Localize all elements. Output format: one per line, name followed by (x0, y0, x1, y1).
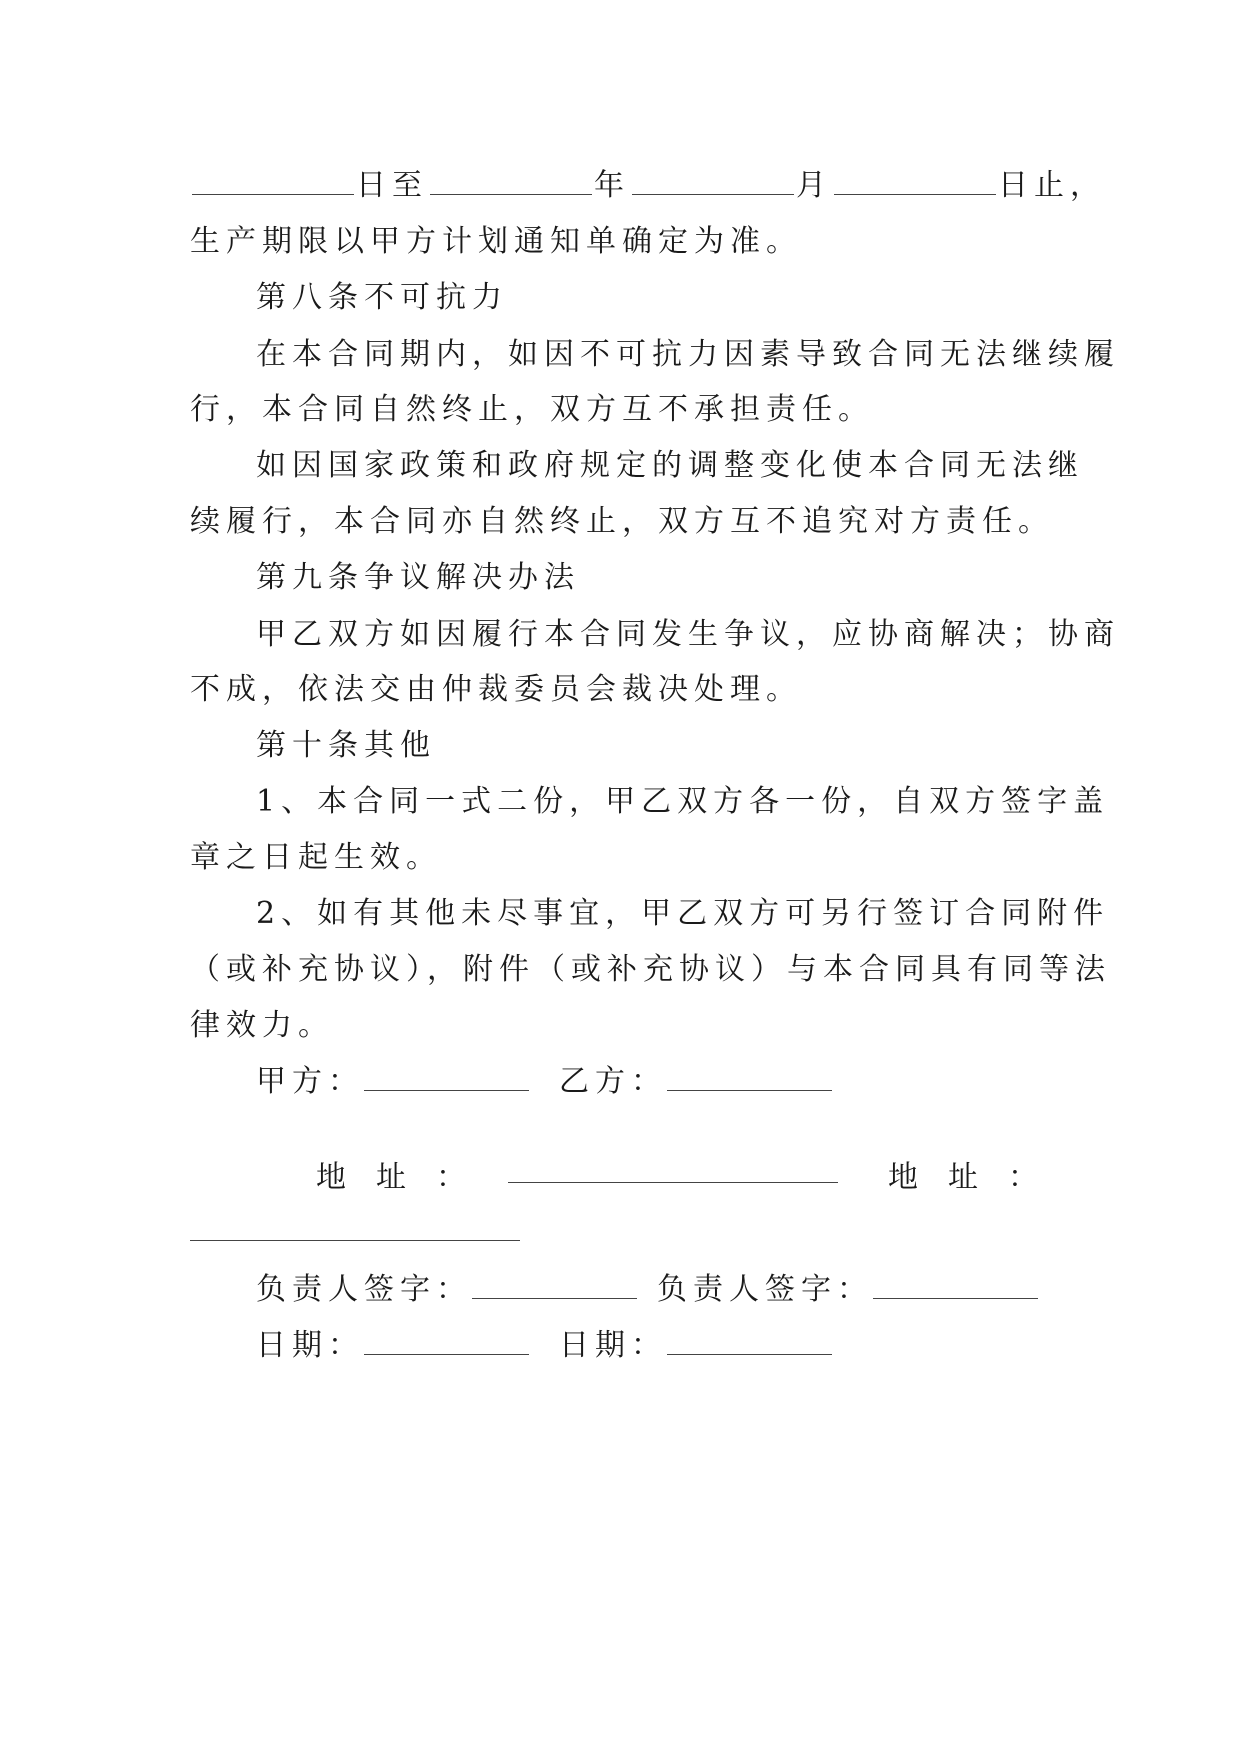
text-day-to: 日至 (356, 168, 428, 203)
period-line-2: 生产期限以甲方计划通知单确定为准。 (190, 224, 802, 259)
article-10-item1-line1: 1、本合同一式二份，甲乙双方各一份，自双方签字盖 (256, 784, 1110, 819)
date-b-blank (667, 1328, 832, 1355)
blank-field (632, 168, 794, 195)
article-9-p1-line1: 甲乙双方如因履行本合同发生争议，应协商解决；协商 (256, 617, 1120, 652)
address-b-blank (190, 1240, 520, 1241)
party-row (256, 1062, 832, 1102)
date-b-label: 日期： (559, 1328, 667, 1363)
party-a-blank (364, 1064, 529, 1091)
address-b-label: 地址： (888, 1160, 1068, 1195)
blank-field (430, 168, 592, 195)
article-10-item2-line1: 2、如有其他未尽事宜，甲乙双方可另行签订合同附件 (256, 896, 1110, 931)
text-day-end: 日止， (998, 168, 1106, 203)
blank-field (834, 168, 996, 195)
blank-field (192, 168, 354, 195)
address-a-blank (508, 1182, 838, 1183)
date-a-blank (364, 1328, 529, 1355)
signer-a-label: 负责人签字： (256, 1272, 472, 1307)
article-10-item1-line2: 章之日起生效。 (190, 840, 442, 875)
article-10-heading: 第十条其他 (256, 728, 436, 763)
article-10-item2-line2: （或补充协议），附件（或补充协议）与本合同具有同等法 (190, 952, 1111, 987)
period-line-1 (190, 166, 1106, 206)
article-10-item2-line3: 律效力。 (190, 1008, 334, 1043)
signer-b-blank (873, 1272, 1038, 1299)
signer-a-blank (472, 1272, 637, 1299)
date-row (256, 1326, 832, 1366)
article-9-p1-line2: 不成，依法交由仲裁委员会裁决处理。 (190, 672, 802, 707)
signer-row (256, 1270, 1038, 1310)
article-8-heading: 第八条不可抗力 (256, 280, 508, 315)
party-a-label: 甲方： (256, 1064, 364, 1099)
article-8-p1-line2: 行，本合同自然终止，双方互不承担责任。 (190, 392, 874, 427)
signer-b-label: 负责人签字： (657, 1272, 873, 1307)
text-month: 月 (796, 168, 832, 203)
article-8-p2-line2: 续履行，本合同亦自然终止，双方互不追究对方责任。 (190, 504, 1054, 539)
article-9-heading: 第九条争议解决办法 (256, 560, 580, 595)
article-8-p2-line1: 如因国家政策和政府规定的调整变化使本合同无法继 (256, 448, 1084, 483)
text-year: 年 (594, 168, 630, 203)
date-a-label: 日期： (256, 1328, 364, 1363)
party-b-blank (667, 1064, 832, 1091)
article-8-p1-line1: 在本合同期内，如因不可抗力因素导致合同无法继续履 (256, 337, 1120, 372)
party-b-label: 乙方： (559, 1064, 667, 1099)
address-a-label: 地址： (316, 1160, 496, 1195)
